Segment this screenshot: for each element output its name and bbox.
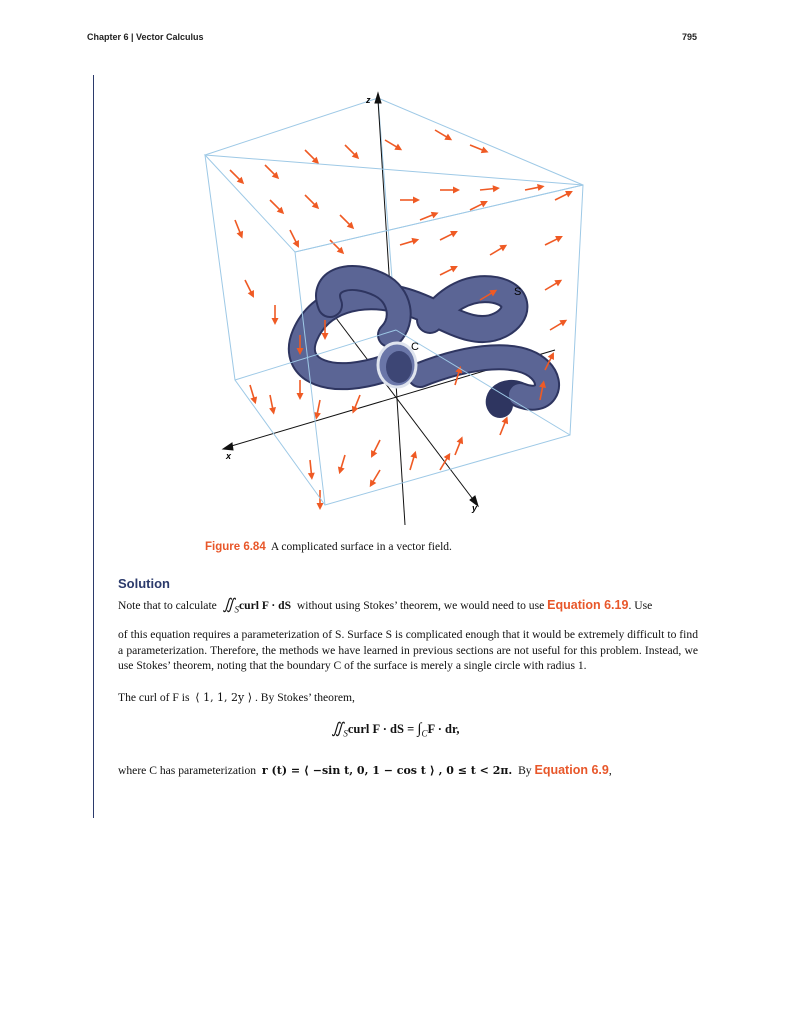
sub: C (421, 728, 428, 739)
vector-arrow-shaft (245, 280, 252, 293)
vector-arrowhead (453, 187, 460, 194)
vector-arrow-shaft (420, 214, 434, 220)
vector-arrow-shaft (470, 145, 484, 151)
vector-arrow-shaft (525, 187, 540, 190)
vector-arrow-shaft (235, 220, 241, 234)
figure-caption (205, 541, 452, 553)
surface-label: S (514, 286, 522, 298)
page-number: 795 (681, 32, 697, 42)
vector-arrow-shaft (455, 441, 461, 455)
figure-number: Figure 6.84 (205, 541, 266, 553)
vector-arrow-shaft (270, 395, 273, 410)
vector-arrow-shaft (490, 247, 503, 255)
line-integral: ∫ (417, 721, 422, 737)
vector-arrow-shaft (500, 421, 506, 435)
vector-arrow-shaft (250, 385, 254, 399)
vector-arrow-shaft (305, 195, 316, 206)
rhs: F · dr, (427, 722, 460, 736)
equation-6-9-link[interactable]: Equation 6.9 (534, 763, 609, 777)
vector-arrow-shaft (545, 238, 558, 245)
surface-s-tube (302, 278, 547, 405)
vector-arrowhead (537, 184, 545, 191)
curve-label: C (411, 341, 419, 353)
vector-arrowhead (269, 407, 276, 415)
text: , (608, 764, 612, 777)
vector-arrow-shaft (435, 130, 448, 138)
vector-arrowhead (338, 466, 345, 474)
vector-arrow-shaft (410, 456, 414, 470)
vector-arrow-shaft (270, 200, 281, 211)
text: Note that to calculate (118, 599, 217, 612)
math-expr: curl F · dS (238, 599, 292, 612)
x-axis-label: x (226, 451, 232, 461)
text: . By Stokes’ theorem, (254, 691, 355, 704)
z-axis-arrowhead (375, 93, 381, 103)
vector-arrowhead (317, 503, 324, 510)
paragraph-1 (118, 598, 698, 618)
vector-arrowhead (413, 197, 420, 204)
vector-arrow-shaft (317, 400, 320, 415)
vector-arrowhead (411, 238, 419, 245)
lhs: curl F · dS = (347, 722, 415, 736)
vector-arrow-shaft (341, 455, 345, 469)
parameterization: r (t) = ⟨ −sin t, 0, 1 − cos t ⟩ , 0 ≤ t < 2π. (261, 764, 513, 777)
vector-arrowhead (297, 393, 304, 400)
solution-heading: Solution (118, 576, 170, 591)
sub: S (234, 604, 239, 615)
vector-arrowhead (410, 451, 417, 459)
vector-arrow-shaft (550, 322, 563, 330)
y-axis-label: y (472, 503, 478, 513)
display-equation (0, 719, 791, 739)
text: without using Stokes’ theorem, we would need to use (296, 599, 545, 612)
vector-arrow-shaft (265, 165, 276, 176)
vector-arrow-shaft (340, 215, 351, 226)
vector-arrow-shaft (440, 233, 453, 240)
vector-arrowhead (493, 185, 500, 192)
equation-6-19-link[interactable]: Equation 6.19 (547, 598, 629, 612)
text: where C has parameterization (118, 764, 257, 777)
paragraph-2: of this equation requires a parameterization of S. Surface S is complicated enough that it would be extremely difficult to find a parameterization. Therefore, the methods we have learned in previous sections are not useful for this problem. Instead, we use Stokes’ theorem, noting that the boundary C of the surface is merely a single circle with radius 1. (118, 628, 698, 672)
vector-arrowhead (272, 318, 279, 325)
vector-arrow-shaft (400, 241, 414, 245)
running-header-chapter: Chapter 6 | Vector Calculus (87, 32, 204, 42)
paragraph-4 (118, 763, 698, 779)
vector-arrow-shaft (290, 230, 297, 243)
double-integral: ∬ (222, 597, 235, 613)
vector-arrow-shaft (373, 440, 380, 453)
text: The curl of F is (118, 691, 190, 704)
vector-arrow-shaft (230, 170, 241, 181)
vector-arrow-shaft (545, 282, 558, 290)
vector-arrowhead (308, 473, 315, 480)
vector-arrow-shaft (480, 189, 495, 190)
text: . Use (628, 599, 653, 612)
text: By (518, 764, 532, 777)
vector-arrow-shaft (310, 460, 311, 475)
vector-arrow-shaft (440, 268, 453, 275)
vector-arrow-shaft (354, 395, 360, 409)
vector-arrow-shaft (372, 470, 380, 483)
vector-arrowhead (322, 333, 329, 340)
sub: S (343, 728, 348, 739)
vector-arrow-shaft (385, 140, 398, 148)
z-axis-label: z (366, 95, 371, 105)
vector-arrow-shaft (555, 193, 568, 200)
double-integral: ∬ (331, 721, 344, 737)
vector-arrow-shaft (305, 150, 316, 161)
vector-arrow-shaft (345, 145, 356, 156)
paragraph-3 (118, 690, 698, 706)
caption-text: A complicated surface in a vector field. (270, 541, 452, 553)
curl-vector: ⟨ 1, 1, 2y ⟩ (195, 691, 253, 704)
